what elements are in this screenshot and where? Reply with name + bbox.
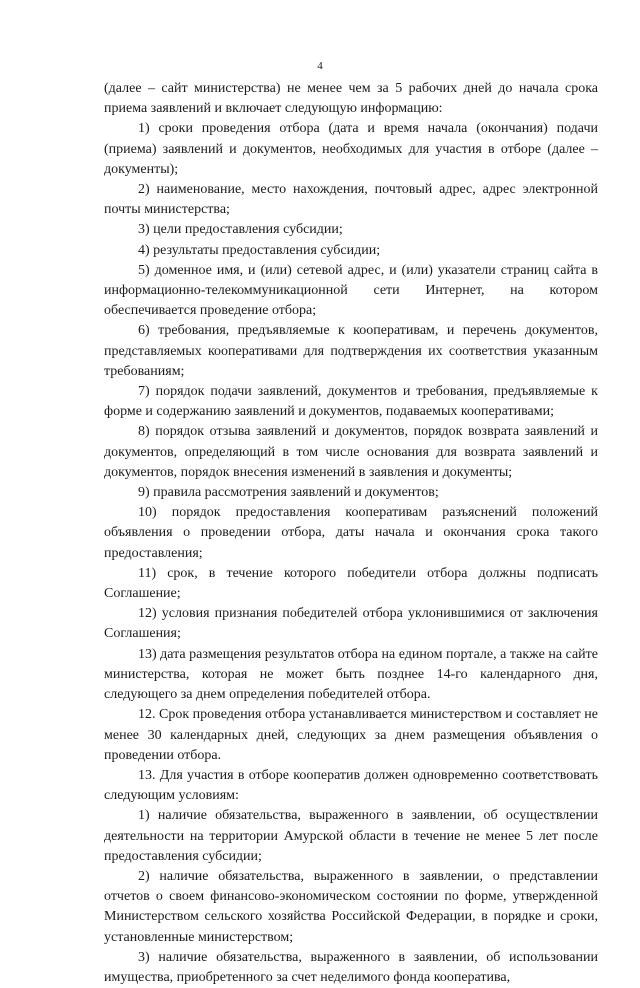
list-item-4: 4) результаты предоставления субсидии; [138, 242, 381, 258]
list-item-10: 10) порядок предоставления кооперативам разъяснений положений объявления о проведении отбора, даты начала и окончания срока такого предоставления; [104, 505, 598, 561]
clause-12: 12. Срок проведения отбора устанавливается министерством и составляет не менее 30 календарных дней, следующих за днем размещения объявления о проведении отбора. [104, 707, 598, 763]
document-body [104, 79, 598, 988]
list-item-1: 1) сроки проведения отбора (дата и время начала (окончания) подачи (приема) заявлений и документов, необходимых для участия в отборе (далее – документы); [104, 121, 598, 177]
list-item-3: 3) цели предоставления субсидии; [138, 222, 343, 238]
list-item-8: 8) порядок отзыва заявлений и документов, порядок возврата заявлений и документов, определяющий в том числе основания для возврата заявлений и документов, порядок внесения изменений в заявления и документы; [104, 424, 598, 480]
list-item-11: 11) срок, в течение которого победители отбора должны подписать Соглашение; [104, 565, 598, 602]
list-item-5: 5) доменное имя, и (или) сетевой адрес, и (или) указатели страниц сайта в информационно-телекоммуникационной сети Интернет, на котором обеспечивается проведение отбора; [104, 262, 598, 319]
list-item-9: 9) правила рассмотрения заявлений и документов; [138, 485, 439, 501]
paragraph-intro: (далее – сайт министерства) не менее чем за 5 рабочих дней до начала срока приема заявлений и включает следующую информацию: [104, 81, 598, 117]
list-item-6: 6) требования, предъявляемые к кооперативам, и перечень документов, представляемых кооперативами для подтверждения их соответствия указанным требованиям; [104, 323, 598, 379]
list-item-7: 7) порядок подачи заявлений, документов и требования, предъявляемые к форме и содержанию заявлений и документов, подаваемых кооперативами; [104, 384, 598, 420]
condition-item-3: 3) наличие обязательства, выраженного в заявлении, об использовании имущества, приобретенного за счет неделимого фонда кооператива, [104, 949, 598, 985]
condition-item-2: 2) наличие обязательства, выраженного в заявлении, о представлении отчетов о своем финансово-экономическом состоянии по форме, утвержденной Министерством сельского хозяйства Российской Федерации, в порядке и сроки, установленные министерством; [104, 868, 598, 945]
page-number: 4 [317, 60, 323, 72]
list-item-2: 2) наименование, место нахождения, почтовый адрес, адрес электронной почты министерства; [104, 182, 598, 218]
condition-item-1: 1) наличие обязательства, выраженного в заявлении, об осуществлении деятельности на территории Амурской области в течение не менее 5 лет после предоставления субсидии; [104, 808, 598, 864]
clause-13: 13. Для участия в отборе кооператив должен одновременно соответствовать следующим условиям: [104, 767, 598, 804]
list-item-12: 12) условия признания победителей отбора уклонившимися от заключения Соглашения; [104, 606, 598, 642]
list-item-13: 13) дата размещения результатов отбора на едином портале, а также на сайте министерства, которая не может быть позднее 14-го календарного дня, следующего за днем определения победителей отбора. [104, 646, 598, 703]
